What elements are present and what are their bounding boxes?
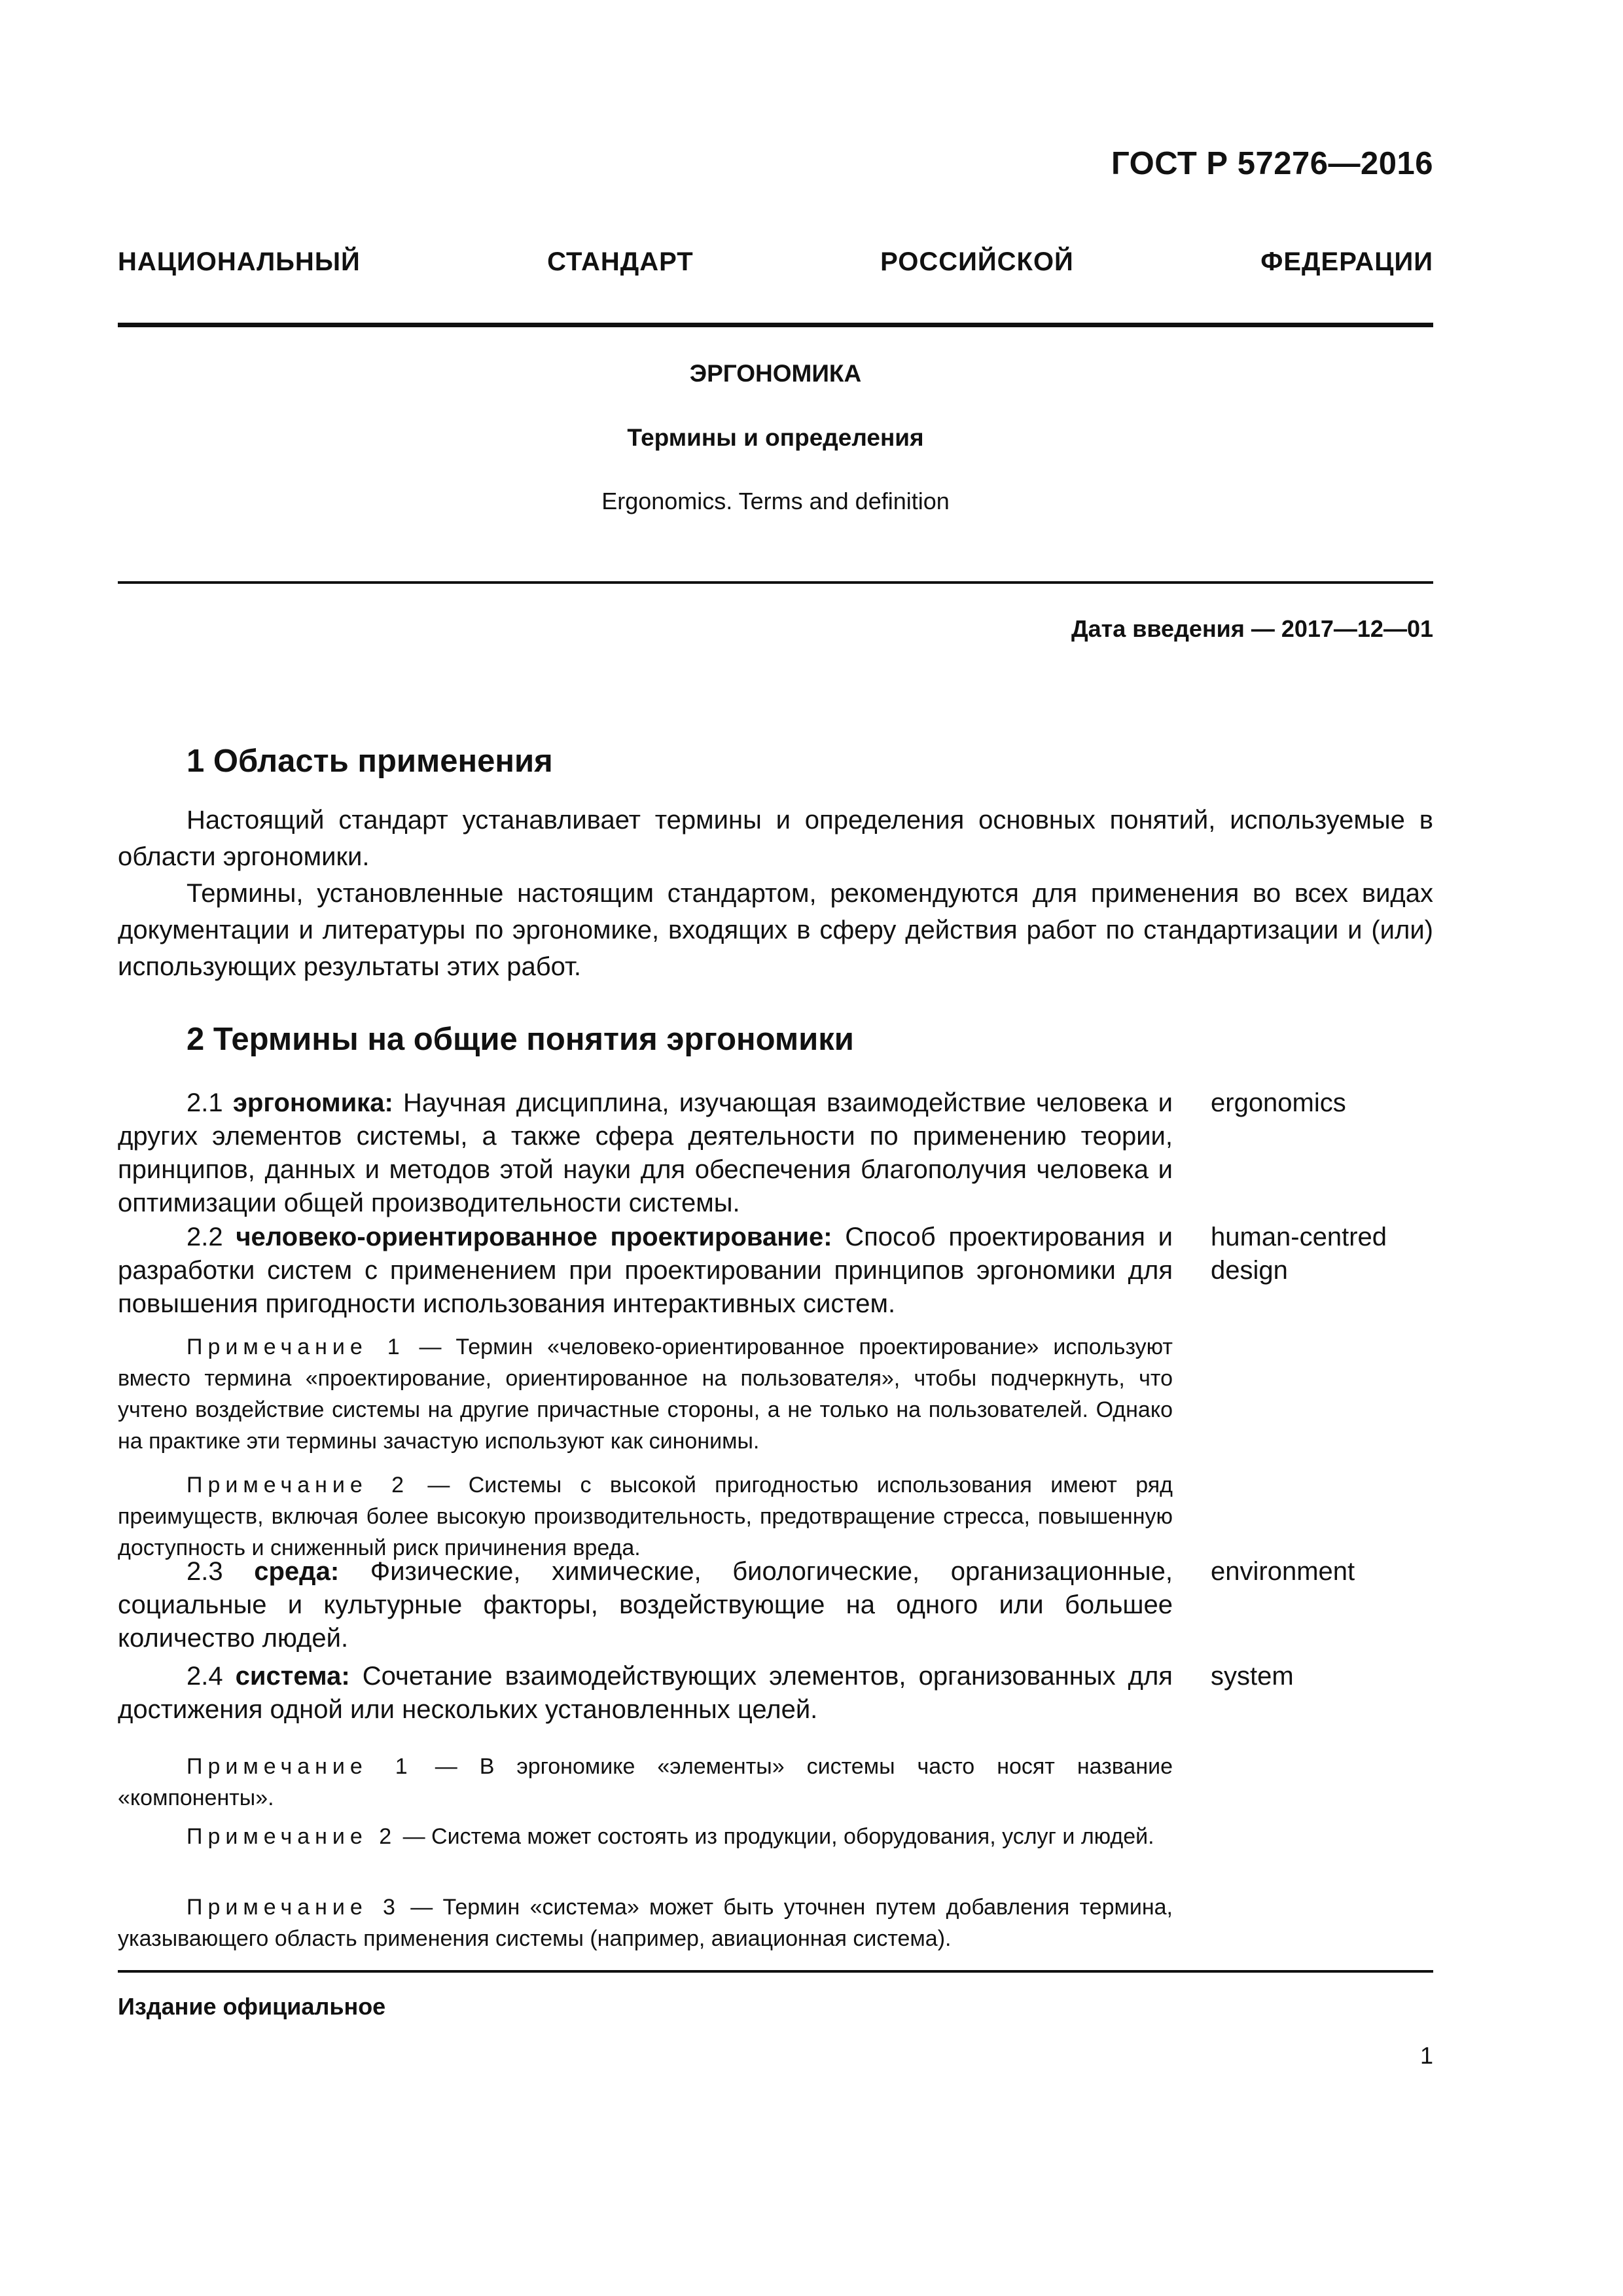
note-body: — Термин «человеко-ориентированное проектирование» используют вместо термина «проектирование, ориентированное на пользователя», чтобы подчеркнуть, что учтено воздействие системы на другие причастные стороны, а не только на пользователей. Однако на практике эти термины зачастую используют как синонимы. [118, 1335, 1173, 1454]
term-definition: Физические, химические, биологические, организационные, социальные и культурные факторы, воздействующие на одного или большее количество людей. [118, 1557, 1173, 1653]
note-body: — Термин «система» может быть уточнен путем добавления термина, указывающего область применения системы (например, авиационная система). [118, 1895, 1173, 1951]
header-rule-bottom [118, 581, 1433, 584]
section-1-paragraph-2: Термины, установленные настоящим стандартом, рекомендуются для применения во всех видах документации и литературы по эргономике, входящих в сферу действия работ по стандартизации и (или) использующих результаты этих работ. [118, 879, 1433, 981]
english-term-2-3: environment [1211, 1557, 1355, 1586]
national-standard-title: НАЦИОНАЛЬНЫЙ СТАНДАРТ РОССИЙСКОЙ ФЕДЕРАЦИИ [118, 247, 1433, 276]
note-2-2-2 [118, 1469, 1173, 1564]
term-definition: Научная дисциплина, изучающая взаимодействие человека и других элементов системы, а также сфера деятельности по применению теории, принципов, данных и методов этой науки для обеспечения благополучия человека и оптимизации общей производительности системы. [118, 1088, 1173, 1217]
note-body: — Системы с высокой пригодностью использования имеют ряд преимуществ, включая более высокую производительность, предотвращение стресса, повышенную доступность и сниженный риск причинения вреда. [118, 1473, 1173, 1560]
document-title: ЭРГОНОМИКА [689, 360, 862, 387]
note-label: Примечание 2 [187, 1824, 397, 1849]
footer-rule [118, 1970, 1433, 1973]
note-label: Примечание 2 [187, 1473, 410, 1498]
note-label: Примечание 1 [187, 1335, 405, 1359]
english-term-2-1: ergonomics [1211, 1088, 1346, 1117]
term-name: эргономика: [232, 1088, 393, 1117]
note-2-2-1 [118, 1331, 1173, 1457]
note-label: Примечание 1 [187, 1754, 413, 1779]
english-term-2-4: system [1211, 1662, 1294, 1691]
term-name: среда: [254, 1557, 340, 1586]
header-rule-top [118, 323, 1433, 327]
term-entry-2-3 [118, 1555, 1173, 1655]
note-label: Примечание 3 [187, 1895, 401, 1920]
term-entry-2-2 [118, 1221, 1173, 1321]
official-edition-label: Издание официальное [118, 1993, 386, 2020]
page-number: 1 [1419, 2042, 1433, 2069]
note-2-4-3 [118, 1892, 1173, 1954]
term-name: человеко-ориентированное проектирование: [236, 1223, 832, 1251]
term-number: 2.3 [187, 1557, 223, 1586]
note-2-4-1 [118, 1751, 1173, 1814]
note-body: — Система может состоять из продукции, оборудования, услуг и людей. [402, 1824, 1154, 1849]
term-number: 2.4 [187, 1662, 223, 1691]
section-1-heading: 1 Область применения [187, 744, 553, 779]
document-subtitle: Термины и определения [627, 424, 924, 451]
english-title: Ergonomics. Terms and definition [601, 488, 950, 514]
term-entry-2-1 [118, 1086, 1173, 1220]
term-definition: Сочетание взаимодействующих элементов, организованных для достижения одной или нескольких установленных целей. [118, 1662, 1173, 1724]
note-2-4-2 [118, 1821, 1173, 1852]
section-1-paragraph-1: Настоящий стандарт устанавливает термины и определения основных понятий, используемые в области эргономики. [118, 806, 1433, 871]
term-entry-2-4 [118, 1660, 1173, 1727]
term-definition: Способ проектирования и разработки систем с применением при проектировании принципов эргономики для повышения пригодности использования интерактивных систем. [118, 1223, 1173, 1318]
english-term-2-2: human-centred design [1211, 1223, 1387, 1285]
gost-number: ГОСТ Р 57276—2016 [1111, 146, 1433, 181]
note-body: — В эргономике «элементы» системы часто носят название «компоненты». [118, 1754, 1173, 1810]
term-number: 2.1 [187, 1088, 223, 1117]
term-number: 2.2 [187, 1223, 223, 1251]
section-2-heading: 2 Термины на общие понятия эргономики [187, 1022, 854, 1057]
introduction-date: Дата введения — 2017—12—01 [1071, 615, 1433, 642]
term-name: система: [235, 1662, 350, 1691]
